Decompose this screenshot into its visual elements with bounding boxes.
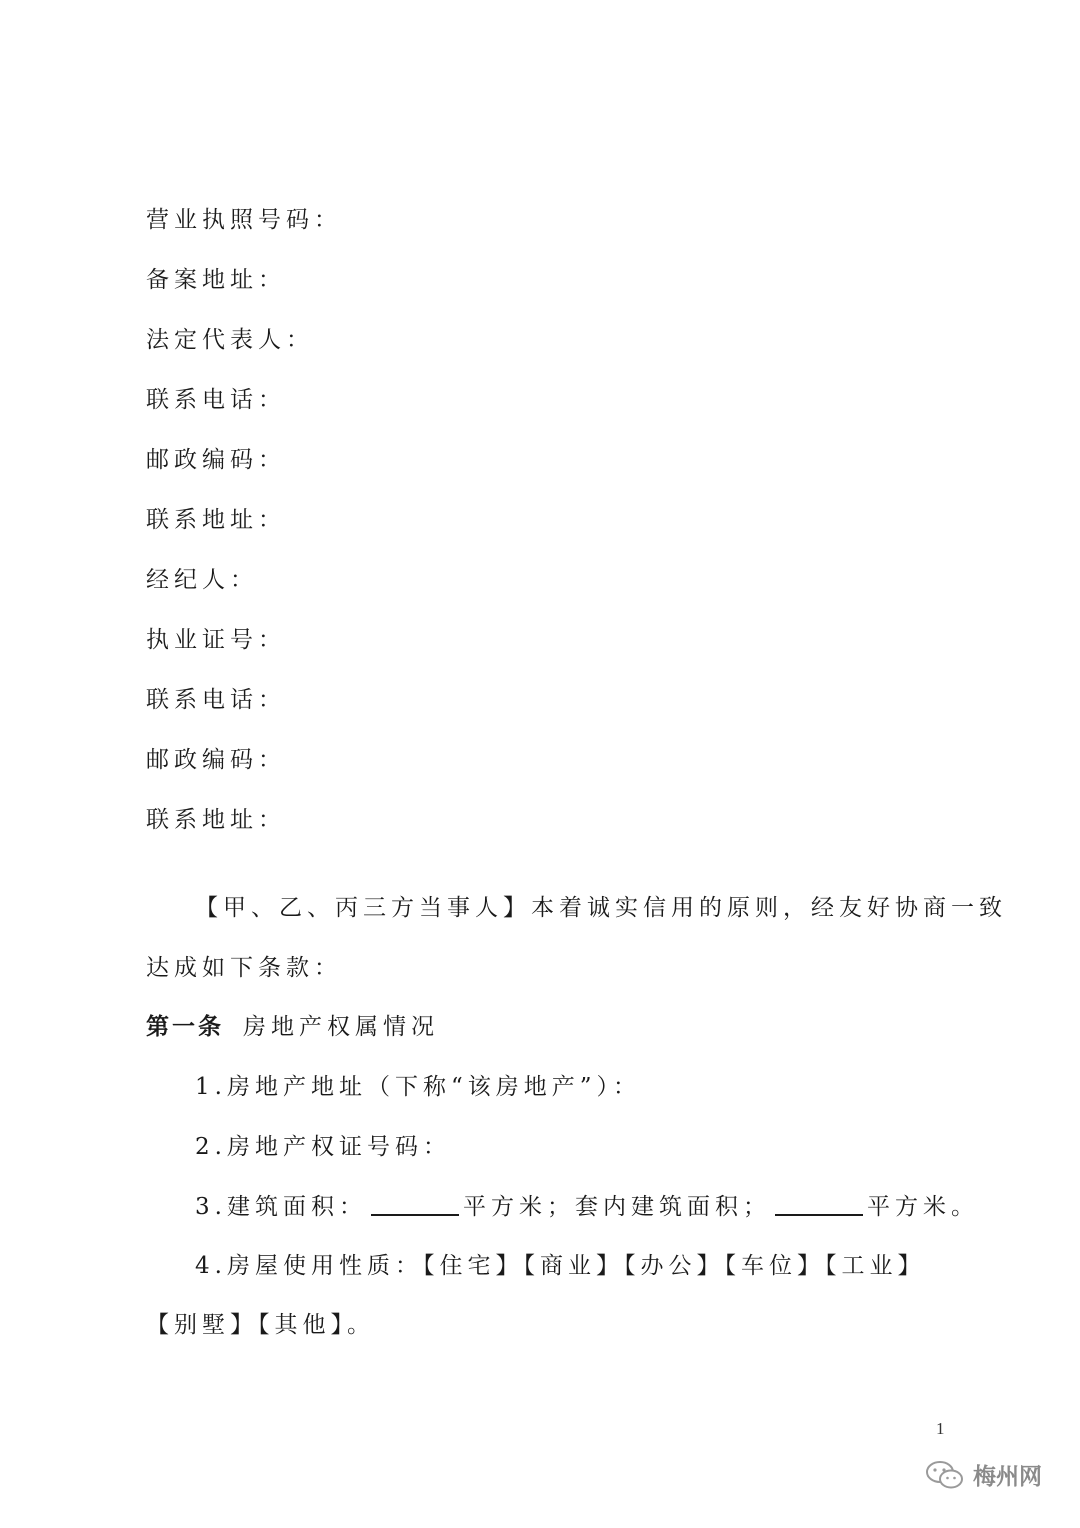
article-heading <box>146 1012 439 1042</box>
item-area <box>195 1192 979 1222</box>
page-number: 1 <box>936 1419 945 1438</box>
field-agent: 经纪人： <box>146 567 258 593</box>
field-legal-representative: 法定代表人： <box>146 327 314 353</box>
article-title: 房地产权属情况 <box>243 1014 440 1040</box>
field-business-license: 营业执照号码： <box>146 207 342 233</box>
field-agent-phone: 联系电话： <box>146 687 286 713</box>
watermark-text: 梅州网 <box>973 1464 1042 1490</box>
area-unit: 平方米。 <box>866 1194 979 1220</box>
field-postal-code: 邮政编码： <box>146 447 286 473</box>
inner-area-blank[interactable] <box>775 1192 863 1216</box>
intro-paragraph-line2: 达成如下条款： <box>146 955 342 981</box>
intro-paragraph-line1: 【甲、乙、丙三方当事人】本着诚实信用的原则，经友好协商一致 <box>195 895 1007 921</box>
item-usage-line2: 【别墅】【其他】。 <box>146 1312 375 1338</box>
field-contact-address: 联系地址： <box>146 507 286 533</box>
area-blank[interactable] <box>371 1192 459 1216</box>
item-usage-line1: 4.房屋使用性质：【住宅】【商业】【办公】【车位】【工业】 <box>195 1253 926 1279</box>
field-agent-postal-code: 邮政编码： <box>146 747 286 773</box>
watermark <box>925 1458 1042 1491</box>
field-agent-address: 联系地址： <box>146 807 286 833</box>
item-certificate-number: 2.房地产权证号码： <box>195 1134 451 1160</box>
area-label: 3.建筑面积： <box>195 1194 367 1220</box>
field-registered-address: 备案地址： <box>146 267 286 293</box>
wechat-icon <box>925 1460 965 1490</box>
inner-area-label: 平方米；套内建筑面积； <box>462 1194 771 1220</box>
field-phone: 联系电话： <box>146 387 286 413</box>
article-number: 第一条 <box>146 1013 224 1040</box>
field-license-number: 执业证号： <box>146 627 286 653</box>
item-address: 1.房地产地址（下称“该房地产”）： <box>195 1074 641 1100</box>
